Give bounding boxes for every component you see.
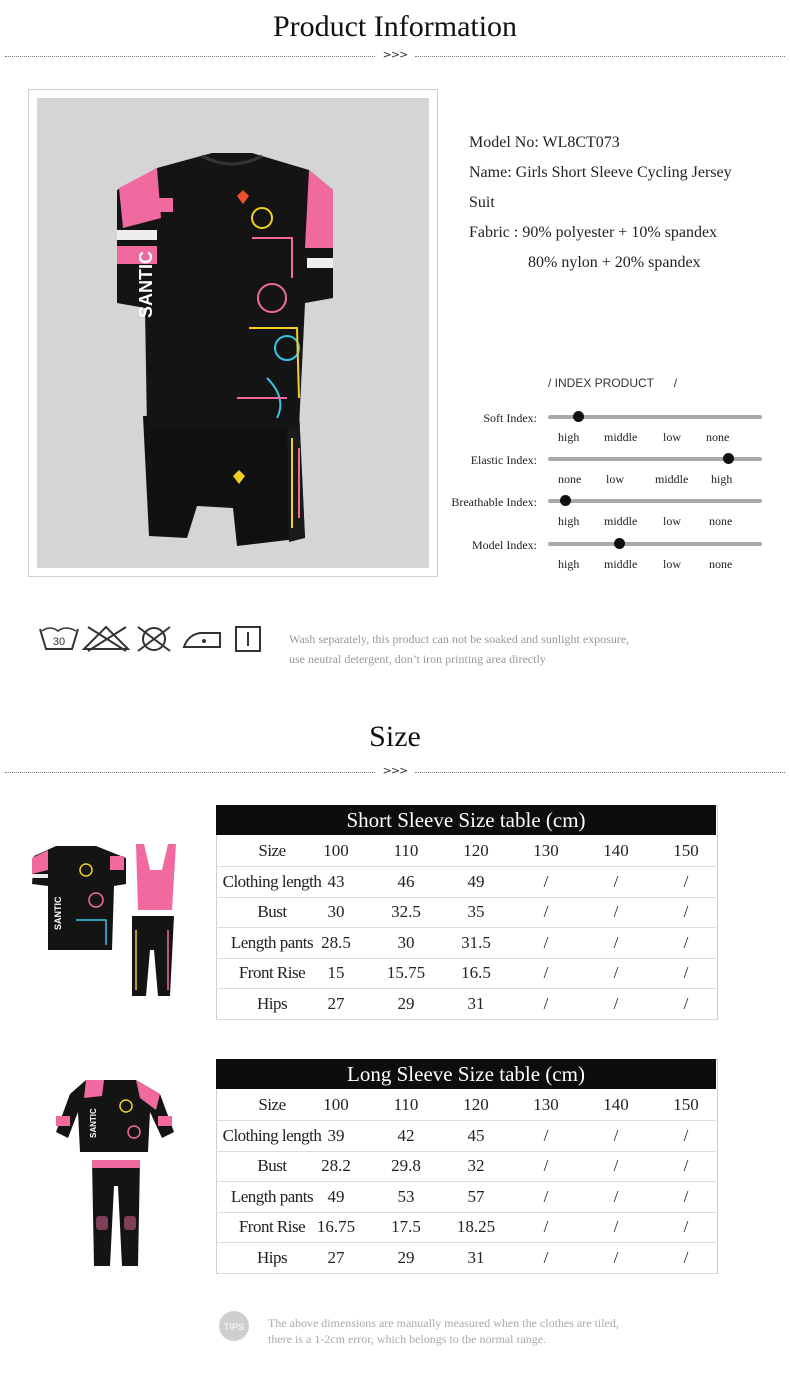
table-cell: 30 [397, 932, 415, 952]
table-cell: 28.5 [321, 932, 351, 952]
section-divider [5, 764, 785, 779]
table-cell: 110 [393, 841, 419, 860]
table-cell: / [543, 902, 549, 921]
index-scale-label: none [709, 557, 733, 571]
table-cell: 16.75 [316, 1217, 356, 1236]
index-slider-track [548, 415, 762, 419]
index-scale-label: none [558, 472, 582, 486]
svg-text:SANTIC: SANTIC [89, 1108, 98, 1138]
table-cell: / [683, 871, 689, 891]
table-cell: 27 [327, 993, 345, 1013]
table-cell: / [683, 1125, 689, 1145]
index-scale-label: high [558, 557, 580, 571]
index-scale-label: high [558, 430, 580, 444]
table-cell: / [613, 932, 619, 952]
svg-text:30: 30 [52, 636, 66, 648]
no-bleach-icon [84, 627, 128, 651]
table-cell: 150 [673, 1095, 699, 1114]
index-scale-label: none [706, 430, 730, 444]
table-row [216, 1151, 716, 1182]
table-cell: 53 [397, 1186, 415, 1206]
table-row-label: Size [258, 1095, 286, 1114]
table-row [216, 1243, 716, 1274]
index-label: Soft Index: [483, 411, 537, 425]
table-cell: 32 [467, 1156, 485, 1175]
index-label: Breathable Index: [451, 495, 537, 509]
table-cell: / [683, 963, 689, 982]
table-row [216, 1212, 716, 1243]
table-cell: 31 [467, 1247, 485, 1267]
tips-line2: there is a 1-2cm error, which belongs to the normal range. [268, 1332, 547, 1346]
index-scale-label: middle [604, 430, 638, 444]
product-photo [28, 89, 438, 577]
wash-30-icon [40, 628, 78, 649]
table-row [216, 989, 716, 1020]
table-cell: 39 [327, 1125, 345, 1145]
table-cell: 27 [327, 1247, 345, 1267]
svg-text:SANTIC: SANTIC [136, 251, 156, 318]
table-row-label: Bust [257, 902, 287, 921]
fabric-secondary: 80% nylon + 20% spandex [528, 254, 701, 271]
table-cell: / [613, 902, 619, 921]
table-cell: / [683, 1186, 689, 1206]
index-product-title: / INDEX PRODUCT / [548, 376, 678, 390]
divider-arrows: >>> [382, 48, 408, 61]
table-cell: / [543, 1125, 549, 1145]
table-cell: 130 [533, 1095, 559, 1114]
table-cell: / [613, 871, 619, 891]
table-cell: 100 [323, 841, 349, 860]
long-sleeve-table-title: Long Sleeve Size table (cm) [216, 1059, 716, 1089]
table-cell: 100 [323, 1095, 349, 1114]
table-row-label: Size [258, 841, 286, 860]
table-cell: 49 [467, 871, 485, 891]
index-label: Model Index: [472, 538, 537, 552]
table-cell: / [613, 1217, 619, 1236]
table-cell: / [613, 963, 619, 982]
table-cell: / [543, 871, 549, 891]
section-divider [5, 48, 785, 63]
fabric-primary: Fabric : 90% polyester + 10% spandex [469, 224, 718, 241]
table-cell: 120 [463, 841, 489, 860]
care-instructions-line2: use neutral detergent, don’t iron printing area directly [289, 652, 546, 666]
table-cell: 30 [327, 902, 345, 921]
index-scale-label: low [663, 430, 681, 444]
index-slider-knob [560, 495, 571, 506]
product-information-title: Product Information [272, 10, 518, 43]
table-row-label: Clothing length [222, 871, 322, 891]
index-scale-label: high [558, 514, 580, 528]
table-cell: / [543, 1156, 549, 1175]
table-header-row [216, 1090, 716, 1121]
table-cell: 31 [467, 993, 485, 1013]
product-name: Name: Girls Short Sleeve Cycling Jersey [469, 164, 732, 181]
table-cell: 49 [327, 1186, 345, 1206]
table-cell: 43 [327, 871, 345, 891]
index-scale-label: middle [604, 514, 638, 528]
index-scale-label: middle [655, 472, 689, 486]
index-slider-knob [614, 538, 625, 549]
table-cell: 18.25 [456, 1217, 496, 1236]
table-row-label: Hips [256, 993, 288, 1013]
care-instructions-line1: Wash separately, this product can not be soaked and sunlight exposure, [289, 632, 630, 646]
table-cell: / [683, 1217, 689, 1236]
table-cell: 57 [467, 1186, 485, 1206]
size-title: Size [369, 720, 421, 753]
table-row [216, 958, 716, 989]
table-cell: / [543, 932, 549, 952]
iron-low-icon [184, 633, 220, 647]
table-cell: 140 [603, 1095, 629, 1114]
index-slider-track [548, 542, 762, 546]
tips-badge-icon [218, 1310, 250, 1342]
table-cell: / [683, 902, 689, 921]
table-cell: 110 [393, 1095, 419, 1114]
care-icons [38, 623, 268, 653]
table-row [216, 928, 716, 959]
table-cell: 35 [467, 902, 485, 921]
table-cell: 16.5 [461, 963, 491, 982]
table-cell: 31.5 [461, 932, 491, 952]
table-cell: 15 [327, 963, 345, 982]
long-sleeve-suit-image [56, 1076, 176, 1268]
table-header-row [216, 836, 716, 867]
table-cell: / [613, 1186, 619, 1206]
svg-text:SANTIC: SANTIC [53, 896, 63, 930]
table-cell: 29 [397, 1247, 415, 1267]
table-cell: / [613, 1125, 619, 1145]
table-cell: / [683, 1156, 689, 1175]
index-scale-label: low [663, 557, 681, 571]
product-name-continued: Suit [469, 194, 495, 211]
table-cell: / [613, 1156, 619, 1175]
index-scale-label: middle [604, 557, 638, 571]
line-dry-icon [236, 627, 260, 651]
table-cell: 28.2 [321, 1156, 351, 1175]
divider-arrows: >>> [382, 764, 408, 777]
index-scale-label: low [663, 514, 681, 528]
table-row-label: Bust [257, 1156, 287, 1175]
index-scale-label: low [606, 472, 624, 486]
short-sleeve-suit-image [26, 840, 176, 1000]
table-cell: / [613, 993, 619, 1013]
table-cell: 140 [603, 841, 629, 860]
index-slider-knob [573, 411, 584, 422]
table-row [216, 867, 716, 898]
table-cell: 32.5 [391, 902, 421, 921]
table-row-label: Front Rise [238, 963, 306, 982]
table-cell: / [543, 993, 549, 1013]
table-cell: 46 [397, 871, 415, 891]
table-cell: / [543, 1186, 549, 1206]
table-cell: / [543, 1247, 549, 1267]
table-cell: 17.5 [391, 1217, 421, 1236]
index-label: Elastic Index: [470, 453, 537, 467]
short-sleeve-table-title: Short Sleeve Size table (cm) [216, 805, 716, 835]
table-cell: / [683, 1247, 689, 1267]
table-cell: 150 [673, 841, 699, 860]
table-row [216, 1121, 716, 1152]
index-scale-label: none [709, 514, 733, 528]
table-cell: 130 [533, 841, 559, 860]
no-tumble-dry-icon [138, 627, 170, 651]
table-row-label: Length pants [230, 932, 314, 952]
table-cell: 29.8 [391, 1156, 421, 1175]
index-slider-knob [723, 453, 734, 464]
table-cell: / [543, 1217, 549, 1236]
table-cell: 45 [467, 1125, 485, 1145]
model-number: Model No: WL8CT073 [469, 134, 620, 151]
jersey-suit-illustration [37, 98, 429, 568]
table-cell: 15.75 [386, 963, 426, 982]
table-row-label: Length pants [230, 1186, 314, 1206]
table-cell: / [543, 963, 549, 982]
table-row [216, 1182, 716, 1213]
index-slider-track [548, 457, 762, 461]
table-row-label: Clothing length [222, 1125, 322, 1145]
table-cell: 42 [397, 1125, 415, 1145]
tips-line1: The above dimensions are manually measured when the clothes are tiled, [268, 1316, 619, 1330]
table-row [216, 897, 716, 928]
svg-text:TIPS: TIPS [223, 1322, 245, 1332]
index-scale-label: high [711, 472, 733, 486]
table-cell: / [683, 993, 689, 1013]
table-cell: / [683, 932, 689, 952]
table-cell: 120 [463, 1095, 489, 1114]
table-cell: / [613, 1247, 619, 1267]
table-row-label: Hips [256, 1247, 288, 1267]
table-cell: 29 [397, 993, 415, 1013]
index-slider-track [548, 499, 762, 503]
table-row-label: Front Rise [238, 1217, 306, 1236]
